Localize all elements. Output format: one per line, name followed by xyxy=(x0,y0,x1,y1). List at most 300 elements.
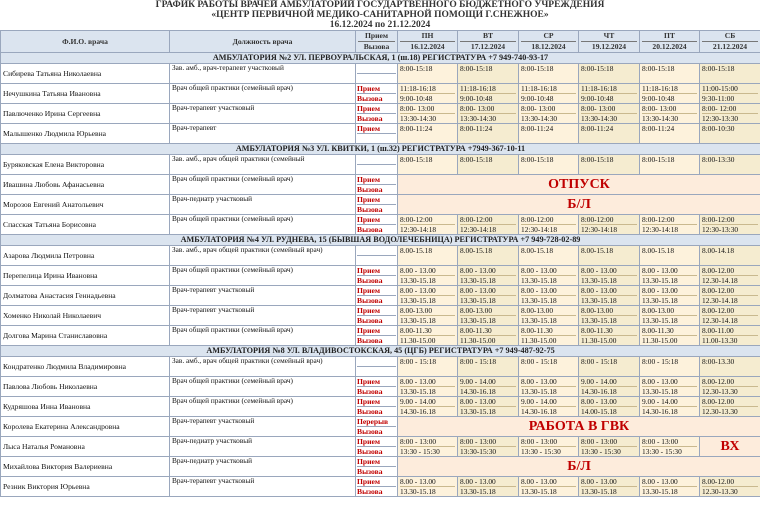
time-range: 12.30-13.30 xyxy=(702,386,758,396)
time-range: 8.00 - 13.00 xyxy=(521,286,557,295)
time-cell xyxy=(640,286,700,306)
time-range: 13.30-15.18 xyxy=(521,315,576,325)
row-type-labels xyxy=(356,377,398,397)
time-cell xyxy=(398,357,458,377)
time-range: 14.30-16.18 xyxy=(460,386,516,396)
doctor-position: Врач-терапевт участковый xyxy=(170,477,356,497)
time-range: 13.30-15.18 xyxy=(460,275,516,285)
time-range: 13.30-15.18 xyxy=(400,486,455,496)
time-range: 8.00 - 13.00 xyxy=(521,266,557,275)
col-day-1 xyxy=(458,31,519,53)
time-range: 9:00-10:48 xyxy=(460,93,516,103)
day-name: СР xyxy=(521,31,576,42)
time-range: 14.00-15.18 xyxy=(581,406,637,416)
time-cell xyxy=(579,477,640,497)
time-range: 13.30-15.18 xyxy=(400,295,455,305)
time-cell xyxy=(700,84,760,104)
row-type-labels xyxy=(356,286,398,306)
doctor-name: Перепелица Ирина Ивановна xyxy=(1,266,170,286)
time-range: 13.30-15.18 xyxy=(581,486,637,496)
doctor-row xyxy=(1,175,760,195)
time-range: 8.00-11.30 xyxy=(400,326,432,335)
label-priem: Прием xyxy=(357,397,396,407)
label-vyzova: Вызова xyxy=(357,387,383,396)
col-priem-vyzova xyxy=(356,31,398,53)
time-cell xyxy=(458,246,519,266)
doctor-position: Врач-терапевт участковый xyxy=(170,417,356,437)
doctor-row xyxy=(1,417,760,437)
time-range: 8:00-15:18 xyxy=(460,64,493,73)
time-range: 8:00-10:30 xyxy=(702,124,735,133)
time-range: 11.30-15.00 xyxy=(642,335,697,345)
time-range: 8.00 - 13.00 xyxy=(400,266,436,275)
time-cell xyxy=(519,84,579,104)
time-cell xyxy=(519,246,579,266)
time-range: 8.00-15.18 xyxy=(642,246,675,255)
doctor-position: Врач-терапевт xyxy=(170,124,356,144)
time-range: 8.00-11.30 xyxy=(642,326,674,335)
time-range: 8.00-15.18 xyxy=(521,246,554,255)
row-type-labels xyxy=(356,64,398,84)
time-range: 13.30-15.18 xyxy=(521,386,576,396)
label-priem: Прием xyxy=(357,124,396,134)
doctor-position: Врач общей практики (семейный врач) xyxy=(170,175,356,195)
doctor-name: Спасская Татьяна Борисовна xyxy=(1,215,170,235)
time-cell xyxy=(640,437,700,457)
time-range: 8:00-15:18 xyxy=(521,64,554,73)
time-range: 8.00-13.00 xyxy=(400,306,433,315)
doctor-position: Врач-педиатр участковый xyxy=(170,457,356,477)
time-range: 8:00- 12:00 xyxy=(702,104,737,113)
time-range: 9:30-11:00 xyxy=(702,93,758,103)
day-date: 16.12.2024 xyxy=(410,42,445,51)
time-range: 9.00 - 14.00 xyxy=(460,377,496,386)
label-priem: Прием xyxy=(357,175,396,185)
row-type-labels xyxy=(356,155,398,175)
time-cell xyxy=(579,124,640,144)
time-cell xyxy=(458,286,519,306)
label-vyzova xyxy=(357,74,396,83)
time-cell xyxy=(458,306,519,326)
time-cell xyxy=(640,266,700,286)
time-range: 9:00-10:48 xyxy=(400,93,455,103)
time-cell xyxy=(579,326,640,346)
time-range: 14.30-16.18 xyxy=(642,406,697,416)
doctor-row xyxy=(1,326,760,346)
time-cell xyxy=(519,124,579,144)
time-cell xyxy=(398,246,458,266)
time-cell xyxy=(700,246,760,266)
title-line-2: «ЦЕНТР ПЕРВИЧНОЙ МЕДИКО-САНИТАРНОЙ ПОМОЩИ Г.СНЕЖНОЕ» xyxy=(211,10,549,20)
row-type-labels xyxy=(356,195,398,215)
time-range: 8.00-11.30 xyxy=(521,326,553,335)
time-range: 8.00 - 13.00 xyxy=(642,477,678,486)
label-vyzova: Вызова xyxy=(357,185,383,194)
time-range: 8:00- 13:00 xyxy=(460,104,495,113)
time-cell xyxy=(458,104,519,124)
day-name: ПТ xyxy=(642,31,697,42)
time-range: 8:00-11:24 xyxy=(460,124,493,133)
time-cell xyxy=(700,306,760,326)
time-range: 8:00-13:30 xyxy=(702,155,735,164)
time-range: 8:00-11:24 xyxy=(521,124,554,133)
doctor-position: Зав. амб., врач общей практики (семейный врач) xyxy=(170,246,356,266)
day-date: 17.12.2024 xyxy=(470,42,506,51)
doctor-name: Морозов Евгений Анатольевич xyxy=(1,195,170,215)
label-vyzova: Вызова xyxy=(357,427,383,436)
label-vyzova: Вызова xyxy=(357,336,383,345)
label-priem: Прием xyxy=(357,286,396,296)
row-type-labels xyxy=(356,266,398,286)
time-range: 12.30-14.18 xyxy=(702,315,758,325)
day-off-badge: ВХ xyxy=(700,437,760,457)
time-cell xyxy=(458,124,519,144)
day-name: ВТ xyxy=(460,31,516,42)
time-cell xyxy=(700,397,760,417)
doctor-name: Павлова Любовь Николаевна xyxy=(1,377,170,397)
time-range: 13.30-15.18 xyxy=(581,315,637,325)
doctor-position: Врач-терапевт участковый xyxy=(170,286,356,306)
time-range: 12:30-14:18 xyxy=(581,224,637,234)
time-range: 13:30 - 15:30 xyxy=(581,446,637,456)
row-type-labels xyxy=(356,477,398,497)
section-row xyxy=(1,235,760,246)
doctor-row xyxy=(1,215,760,235)
col-day-5 xyxy=(700,31,760,53)
time-range: 8.00-15.18 xyxy=(400,246,433,255)
time-range: 8.00 - 13.00 xyxy=(642,266,678,275)
time-range: 8:00 - 15:18 xyxy=(400,357,437,366)
col-fio: Ф.И.О. врача xyxy=(1,31,170,53)
time-range: 8:00-11:24 xyxy=(400,124,433,133)
time-range: 8:00 - 15:18 xyxy=(642,357,679,366)
time-range: 9.00 - 14.00 xyxy=(642,397,678,406)
status-banner: Б/Л xyxy=(398,457,760,477)
row-type-labels xyxy=(356,175,398,195)
time-range: 12:30-14:18 xyxy=(400,224,455,234)
row-type-labels xyxy=(356,457,398,477)
time-range: 11:18-16:18 xyxy=(521,84,557,93)
label-priem: Прием xyxy=(357,326,396,336)
time-cell xyxy=(398,437,458,457)
doctor-row xyxy=(1,124,760,144)
doctor-row xyxy=(1,286,760,306)
schedule-table xyxy=(0,30,760,497)
time-range: 11:18-16:18 xyxy=(400,84,436,93)
time-range: 11:18-16:18 xyxy=(581,84,617,93)
time-range: 8:00 - 15:18 xyxy=(581,357,618,366)
col-priem: Прием xyxy=(358,31,395,42)
doctor-position: Врач-педиатр участковый xyxy=(170,437,356,457)
time-range: 8:00 - 13:00 xyxy=(460,437,497,446)
time-range: 8.00-11.30 xyxy=(581,326,613,335)
time-cell xyxy=(640,124,700,144)
time-cell xyxy=(700,124,760,144)
time-range: 8.00-13.00 xyxy=(581,306,614,315)
doctor-row xyxy=(1,437,760,457)
time-cell xyxy=(398,84,458,104)
time-cell xyxy=(640,215,700,235)
col-day-2 xyxy=(519,31,579,53)
day-date: 18.12.2024 xyxy=(531,42,566,51)
time-range: 11.00-13.30 xyxy=(702,335,758,345)
time-cell xyxy=(579,215,640,235)
day-name: СБ xyxy=(702,31,758,42)
time-range: 8:00- 13:00 xyxy=(642,104,677,113)
time-range: 11.30-15.00 xyxy=(460,335,516,345)
label-vyzova xyxy=(357,256,396,265)
time-range: 13.30-15.18 xyxy=(581,275,637,285)
time-cell xyxy=(519,104,579,124)
time-cell xyxy=(458,155,519,175)
label-priem: Прием xyxy=(357,377,396,387)
label-priem xyxy=(357,357,396,367)
time-range: 8.00 - 13.00 xyxy=(581,477,617,486)
time-cell xyxy=(640,84,700,104)
time-cell xyxy=(700,377,760,397)
label-vyzova: Вызова xyxy=(357,276,383,285)
doctor-name: Кондратенко Людмила Владимировна xyxy=(1,357,170,377)
label-vyzova: Вызова xyxy=(357,225,383,234)
time-range: 8:00-15:18 xyxy=(581,64,614,73)
time-range: 8.00-11.30 xyxy=(460,326,492,335)
doctor-name: Павлюченко Ирина Сергеевна xyxy=(1,104,170,124)
doctor-name: Долматова Анастасия Геннадьевна xyxy=(1,286,170,306)
time-range: 8.00 - 13.00 xyxy=(400,477,436,486)
time-range: 8.00-14.18 xyxy=(702,246,735,255)
doctor-row xyxy=(1,64,760,84)
time-range: 12.30-14.18 xyxy=(702,275,758,285)
col-day-4 xyxy=(640,31,700,53)
doctor-row xyxy=(1,457,760,477)
time-cell xyxy=(640,246,700,266)
time-cell xyxy=(579,377,640,397)
time-range: 9.00 - 14.00 xyxy=(400,397,436,406)
doctor-position: Врач-терапевт участковый xyxy=(170,104,356,124)
doctor-row xyxy=(1,357,760,377)
col-vyzova: Вызова xyxy=(363,42,390,51)
row-type-labels xyxy=(356,417,398,437)
time-cell xyxy=(458,377,519,397)
time-range: 8:00-12:00 xyxy=(521,215,554,224)
time-cell xyxy=(458,437,519,457)
time-cell xyxy=(640,104,700,124)
day-name: ПН xyxy=(400,31,455,42)
time-cell xyxy=(458,266,519,286)
label-vyzova: Вызова xyxy=(357,114,383,123)
time-range: 12.30-14.18 xyxy=(702,295,758,305)
label-vyzova: Вызова xyxy=(357,487,383,496)
time-range: 8.00 - 13.00 xyxy=(581,266,617,275)
time-cell xyxy=(519,286,579,306)
day-date: 19.12.2024 xyxy=(591,42,627,51)
column-header-row xyxy=(1,31,760,53)
time-range: 8.00 - 13.00 xyxy=(460,397,496,406)
time-range: 8.00 - 13.00 xyxy=(400,377,436,386)
time-range: 8:00-15:18 xyxy=(460,155,493,164)
time-range: 13.30-15.18 xyxy=(521,295,576,305)
time-range: 8:00 - 15:18 xyxy=(460,357,497,366)
doctor-row xyxy=(1,104,760,124)
section-row xyxy=(1,346,760,357)
doctor-name: Резник Виктория Юрьевна xyxy=(1,477,170,497)
time-range: 8.00-13.00 xyxy=(460,306,493,315)
doctor-position: Врач-педиатр участковый xyxy=(170,195,356,215)
doctor-name: Сибирева Татьяна Николаевна xyxy=(1,64,170,84)
time-range: 8:00-12:00 xyxy=(581,215,614,224)
time-range: 13.30-15.18 xyxy=(400,386,455,396)
time-cell xyxy=(640,155,700,175)
time-range: 8:00-12:00 xyxy=(642,215,675,224)
row-type-labels xyxy=(356,124,398,144)
time-range: 8:00-13.30 xyxy=(702,357,735,366)
time-range: 8:00-12:00 xyxy=(400,215,433,224)
time-range: 13:30 - 15:30 xyxy=(400,446,455,456)
doctor-row xyxy=(1,377,760,397)
time-cell xyxy=(579,357,640,377)
time-range: 14.30-16.18 xyxy=(581,386,637,396)
time-cell xyxy=(519,64,579,84)
doctor-name: Кудряшова Инна Ивановна xyxy=(1,397,170,417)
time-range: 8.00 - 13.00 xyxy=(642,377,678,386)
time-range: 11:18-16:18 xyxy=(642,84,678,93)
status-banner: Б/Л xyxy=(398,195,760,215)
time-cell xyxy=(458,215,519,235)
time-range: 8.00-12.00 xyxy=(702,306,735,315)
time-cell xyxy=(398,266,458,286)
doctor-row xyxy=(1,246,760,266)
time-cell xyxy=(398,377,458,397)
day-date: 20.12.2024 xyxy=(652,42,687,51)
time-cell xyxy=(640,64,700,84)
time-range: 8.00 - 13.00 xyxy=(400,286,436,295)
time-range: 13.30-15.18 xyxy=(460,315,516,325)
time-range: 12.30-13.30 xyxy=(702,406,758,416)
col-day-3 xyxy=(579,31,640,53)
time-range: 8:00 - 13:00 xyxy=(521,437,558,446)
label-vyzova xyxy=(357,367,396,376)
label-priem: Прием xyxy=(357,306,396,316)
status-banner: РАБОТА В ГВК xyxy=(398,417,760,437)
time-cell xyxy=(519,377,579,397)
doctor-row xyxy=(1,155,760,175)
row-type-labels xyxy=(356,104,398,124)
label-priem xyxy=(357,155,396,165)
time-cell xyxy=(519,326,579,346)
time-cell xyxy=(398,64,458,84)
time-range: 8:00-15:18 xyxy=(642,155,675,164)
time-range: 8:00-12:00 xyxy=(460,215,493,224)
section-row xyxy=(1,53,760,64)
time-range: 13:30-14:30 xyxy=(521,113,576,123)
label-priem: Прием xyxy=(357,477,396,487)
time-cell xyxy=(579,286,640,306)
time-range: 8:00- 13:00 xyxy=(581,104,616,113)
time-range: 11:00-15:00 xyxy=(702,84,738,93)
time-cell xyxy=(579,64,640,84)
time-range: 12:30-13:30 xyxy=(702,113,758,123)
time-range: 11.30-15.00 xyxy=(581,335,637,345)
time-cell xyxy=(398,124,458,144)
time-range: 8.00-13.00 xyxy=(642,306,675,315)
section-title: АМБУЛАТОРИЯ №8 УЛ. ВЛАДИВОСТОКСКАЯ, 45 (ЦГБ) РЕГИСТРАТУРА +7 949-487-92-75 xyxy=(1,346,760,357)
doctor-position: Врач общей практики (семейный врач) xyxy=(170,266,356,286)
time-range: 8.00 - 13.00 xyxy=(581,397,617,406)
time-range: 11.30-15.00 xyxy=(400,335,455,345)
time-range: 9.00 - 14.00 xyxy=(521,397,557,406)
label-vyzova: Вызова xyxy=(357,407,383,416)
time-range: 11:18-16:18 xyxy=(460,84,496,93)
time-range: 9:00-10:48 xyxy=(642,93,697,103)
time-range: 12:30-14:18 xyxy=(521,224,576,234)
time-range: 8.00 - 13.00 xyxy=(460,477,496,486)
label-vyzova: Вызова xyxy=(357,94,383,103)
doctor-name: Буряковская Елена Викторовна xyxy=(1,155,170,175)
label-priem: Перерыв xyxy=(357,417,396,427)
time-cell xyxy=(458,84,519,104)
title-line-1: ГРАФИК РАБОТЫ ВРАЧЕЙ АМБУЛАТОРИЙ ГОСУДАРТВЕННОГО БЮДЖЕТНОГО УЧРЕЖДЕНИЯ xyxy=(155,0,605,10)
doctor-name: Хоменко Николай Николаевич xyxy=(1,306,170,326)
time-range: 8.00-12.00 xyxy=(702,397,735,406)
time-range: 13:30 - 15:30 xyxy=(642,446,697,456)
time-cell xyxy=(579,306,640,326)
time-range: 13.30-15.18 xyxy=(521,275,576,285)
label-priem: Прием xyxy=(357,266,396,276)
time-range: 13.30-15.18 xyxy=(642,315,697,325)
doctor-position: Зав. амб., врач-терапевт участковый xyxy=(170,64,356,84)
time-cell xyxy=(398,286,458,306)
time-cell xyxy=(640,397,700,417)
time-cell xyxy=(519,266,579,286)
time-range: 14.30-16.18 xyxy=(400,406,455,416)
time-cell xyxy=(519,215,579,235)
time-cell xyxy=(398,104,458,124)
time-range: 13.30-15.18 xyxy=(400,275,455,285)
doctor-name: Ивашина Любовь Афанасьевна xyxy=(1,175,170,195)
time-range: 13.30-15.18 xyxy=(642,295,697,305)
document-header xyxy=(0,0,760,30)
doctor-position: Врач общей практики (семейный врач) xyxy=(170,84,356,104)
section-row xyxy=(1,144,760,155)
section-title: АМБУЛАТОРИЯ №2 УЛ. ПЕРВОУРАЛЬСКАЯ, 1 (ш.18) РЕГИСТРАТУРА +7 949-740-93-17 xyxy=(1,53,760,64)
time-range: 8.00-11.00 xyxy=(702,326,734,335)
time-range: 9.00 - 14.00 xyxy=(581,377,617,386)
doctor-name: Азарова Людмила Петровна xyxy=(1,246,170,266)
time-cell xyxy=(700,326,760,346)
time-cell xyxy=(640,357,700,377)
doctor-name: Нечушкина Татьяна Ивановна xyxy=(1,84,170,104)
label-vyzova: Вызова xyxy=(357,447,383,456)
time-range: 14.30-16.18 xyxy=(521,406,576,416)
time-range: 8.00 - 13.00 xyxy=(460,286,496,295)
time-cell xyxy=(579,266,640,286)
time-range: 8:00 - 13:00 xyxy=(400,437,437,446)
doctor-position: Врач общей практики (семейный врач) xyxy=(170,215,356,235)
time-cell xyxy=(458,64,519,84)
label-vyzova xyxy=(357,165,396,174)
time-range: 13:30-14:30 xyxy=(642,113,697,123)
time-range: 12:30-14:18 xyxy=(642,224,697,234)
label-priem: Прием xyxy=(357,457,396,467)
doctor-name: Михайлова Виктория Валериевна xyxy=(1,457,170,477)
time-cell xyxy=(398,306,458,326)
time-range: 9:00-10:48 xyxy=(581,93,637,103)
day-date: 21.12.2024 xyxy=(712,42,748,51)
time-range: 8:00-15:18 xyxy=(521,155,554,164)
time-range: 13:30-15:30 xyxy=(460,446,516,456)
time-range: 13.30-15.18 xyxy=(581,295,637,305)
time-range: 12.30-13.30 xyxy=(702,486,758,496)
